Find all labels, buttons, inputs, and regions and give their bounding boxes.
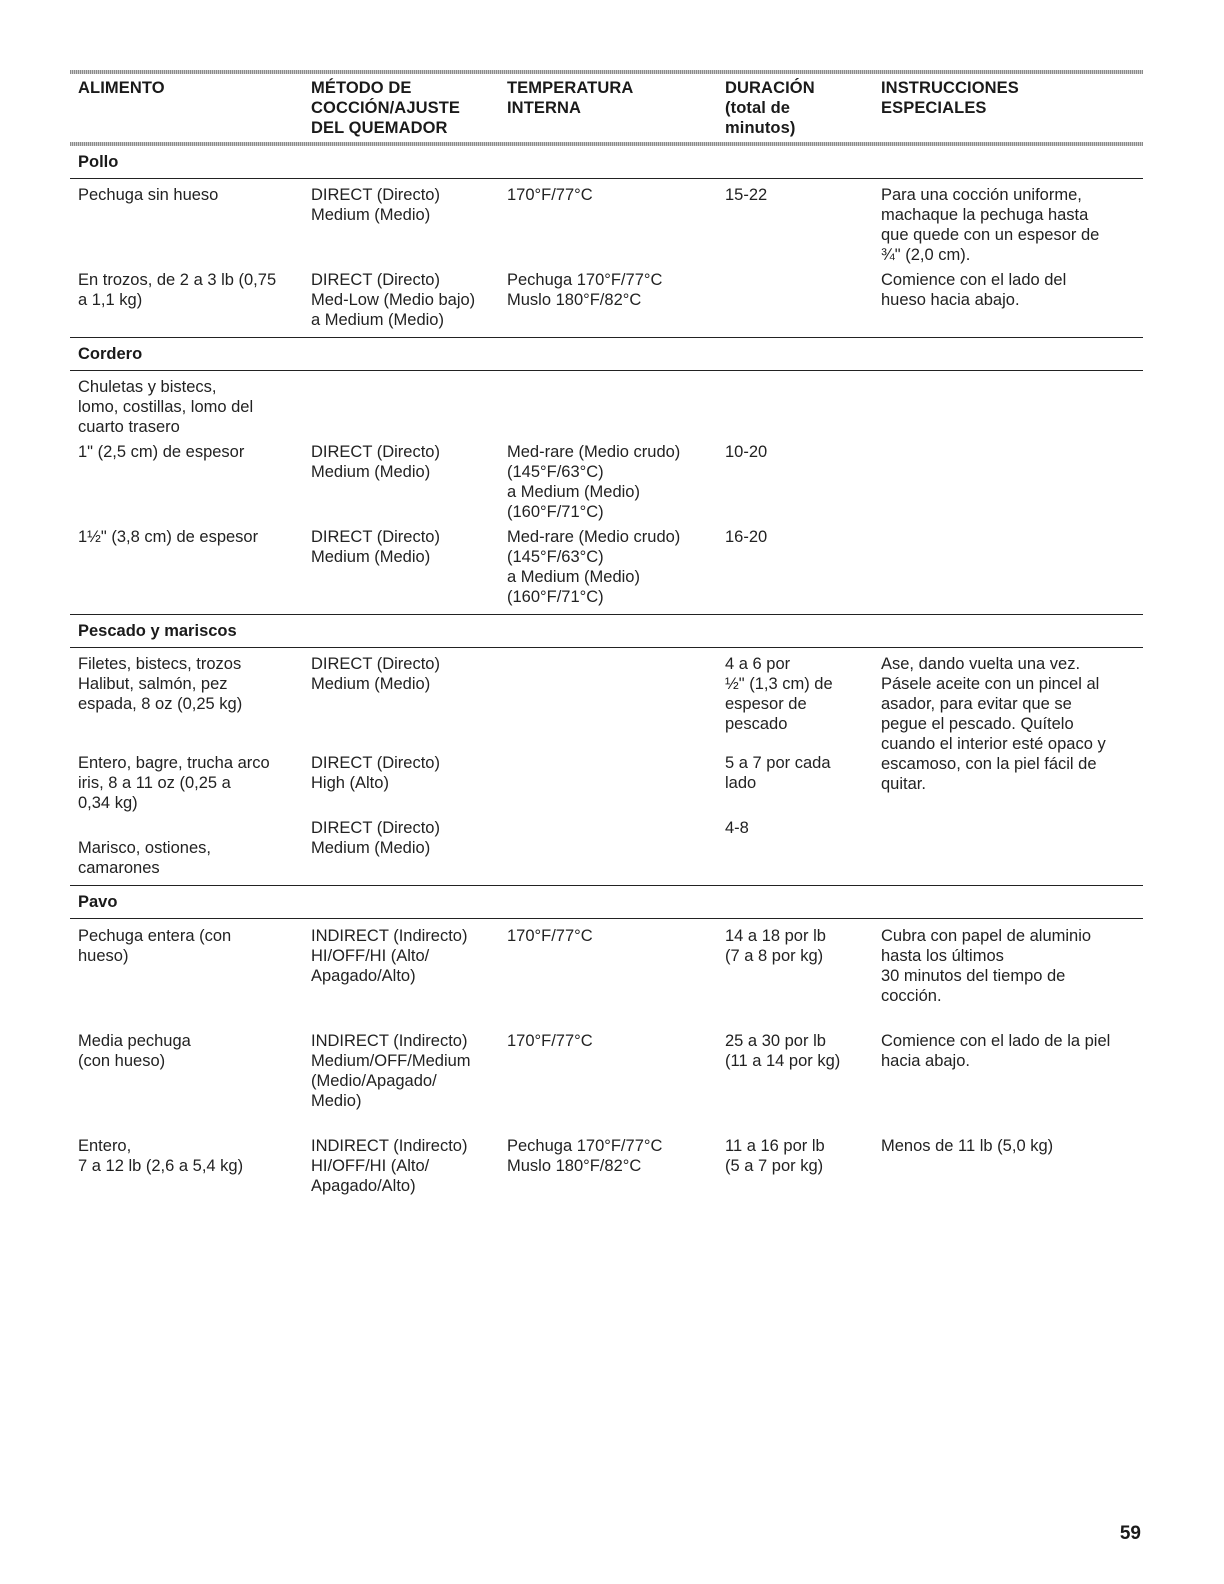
method-cell: DIRECT (Directo) Medium (Medio) [311, 528, 440, 566]
temperature-cell: 170°F/77°C [507, 186, 593, 204]
duration-cell: 25 a 30 por lb (11 a 14 por kg) [725, 1032, 841, 1070]
duration-cell: 15-22 [725, 186, 768, 204]
duration-cell: 14 a 18 por lb (7 a 8 por kg) [725, 927, 826, 965]
food-cell: Media pechuga (con hueso) [78, 1032, 191, 1070]
food-cell: Marisco, ostiones, camarones [78, 839, 211, 877]
duration-cell: 5 a 7 por cada lado [725, 754, 831, 792]
food-cell: 1" (2,5 cm) de espesor [78, 443, 245, 461]
food-cell: Chuletas y bistecs, lomo, costillas, lomo del cuarto trasero [78, 378, 254, 436]
food-cell: Pechuga entera (con hueso) [78, 927, 232, 965]
method-cell: DIRECT (Directo) Med-Low (Medio bajo) a Medium (Medio) [311, 271, 476, 329]
page-number: 59 [1119, 1523, 1141, 1544]
temperature-cell: Pechuga 170°F/77°C Muslo 180°F/82°C [507, 271, 663, 309]
food-cell: Entero, bagre, trucha arco iris, 8 a 11 oz (0,25 a 0,34 kg) [78, 754, 270, 812]
header-top-rule [70, 70, 1143, 74]
temperature-cell: 170°F/77°C [507, 1032, 593, 1050]
instructions-cell: Para una cocción uniforme, machaque la pechuga hasta que quede con un espesor de ¾" (2,0 cm). [881, 186, 1100, 264]
method-cell: INDIRECT (Indirecto) HI/OFF/HI (Alto/ Apagado/Alto) [311, 927, 468, 985]
header-alimento: ALIMENTO [78, 79, 165, 97]
food-cell: En trozos, de 2 a 3 lb (0,75 a 1,1 kg) [78, 271, 277, 309]
food-cell: 1½" (3,8 cm) de espesor [78, 528, 259, 546]
duration-cell: 11 a 16 por lb (5 a 7 por kg) [725, 1137, 825, 1175]
section-title-cordero: Cordero [78, 345, 143, 363]
section-title-pescado: Pescado y mariscos [78, 622, 237, 640]
header-duracion: DURACIÓN (total de minutos) [725, 79, 815, 137]
instructions-cell: Ase, dando vuelta una vez. Pásele aceite con un pincel al asador, para evitar que se pegue el pescado. Quítelo cuando el interior esté opaco y escamoso, con la piel fácil de quitar. [881, 655, 1106, 793]
temperature-cell: Med-rare (Medio crudo) (145°F/63°C) a Medium (Medio) (160°F/71°C) [507, 528, 681, 606]
instructions-cell: Cubra con papel de aluminio hasta los últimos 30 minutos del tiempo de cocción. [881, 927, 1092, 1005]
duration-cell: 10-20 [725, 443, 768, 461]
duration-cell: 4 a 6 por ½" (1,3 cm) de espesor de pescado [725, 655, 833, 733]
method-cell: DIRECT (Directo) Medium (Medio) [311, 186, 440, 224]
food-cell: Pechuga sin hueso [78, 186, 219, 204]
food-cell: Filetes, bistecs, trozos Halibut, salmón, pez espada, 8 oz (0,25 kg) [78, 655, 243, 713]
method-cell: INDIRECT (Indirecto) Medium/OFF/Medium (Medio/Apagado/ Medio) [311, 1032, 471, 1110]
header-temperatura: TEMPERATURA INTERNA [507, 79, 634, 117]
section-title-pollo: Pollo [78, 153, 119, 171]
duration-cell: 16-20 [725, 528, 768, 546]
duration-cell: 4-8 [725, 819, 749, 837]
method-cell: DIRECT (Directo) Medium (Medio) [311, 443, 440, 481]
section-rule [70, 337, 1143, 338]
instructions-cell: Menos de 11 lb (5,0 kg) [881, 1137, 1054, 1155]
header-instrucciones: INSTRUCCIONES ESPECIALES [881, 79, 1019, 117]
food-cell: Entero, 7 a 12 lb (2,6 a 5,4 kg) [78, 1137, 244, 1175]
section-rule [70, 647, 1143, 648]
section-rule [70, 178, 1143, 179]
method-cell: DIRECT (Directo) Medium (Medio) [311, 655, 440, 693]
section-rule [70, 885, 1143, 886]
section-rule [70, 614, 1143, 615]
method-cell: DIRECT (Directo) High (Alto) [311, 754, 440, 792]
section-rule [70, 918, 1143, 919]
method-cell: DIRECT (Directo) Medium (Medio) [311, 819, 440, 857]
header-bottom-rule [70, 142, 1143, 146]
section-rule [70, 370, 1143, 371]
temperature-cell: Pechuga 170°F/77°C Muslo 180°F/82°C [507, 1137, 663, 1175]
header-metodo: MÉTODO DE COCCIÓN/AJUSTE DEL QUEMADOR [311, 79, 460, 137]
temperature-cell: Med-rare (Medio crudo) (145°F/63°C) a Medium (Medio) (160°F/71°C) [507, 443, 681, 521]
instructions-cell: Comience con el lado de la piel hacia abajo. [881, 1032, 1111, 1070]
method-cell: INDIRECT (Indirecto) HI/OFF/HI (Alto/ Apagado/Alto) [311, 1137, 468, 1195]
instructions-cell: Comience con el lado del hueso hacia abajo. [881, 271, 1067, 309]
temperature-cell: 170°F/77°C [507, 927, 593, 945]
section-title-pavo: Pavo [78, 893, 118, 911]
